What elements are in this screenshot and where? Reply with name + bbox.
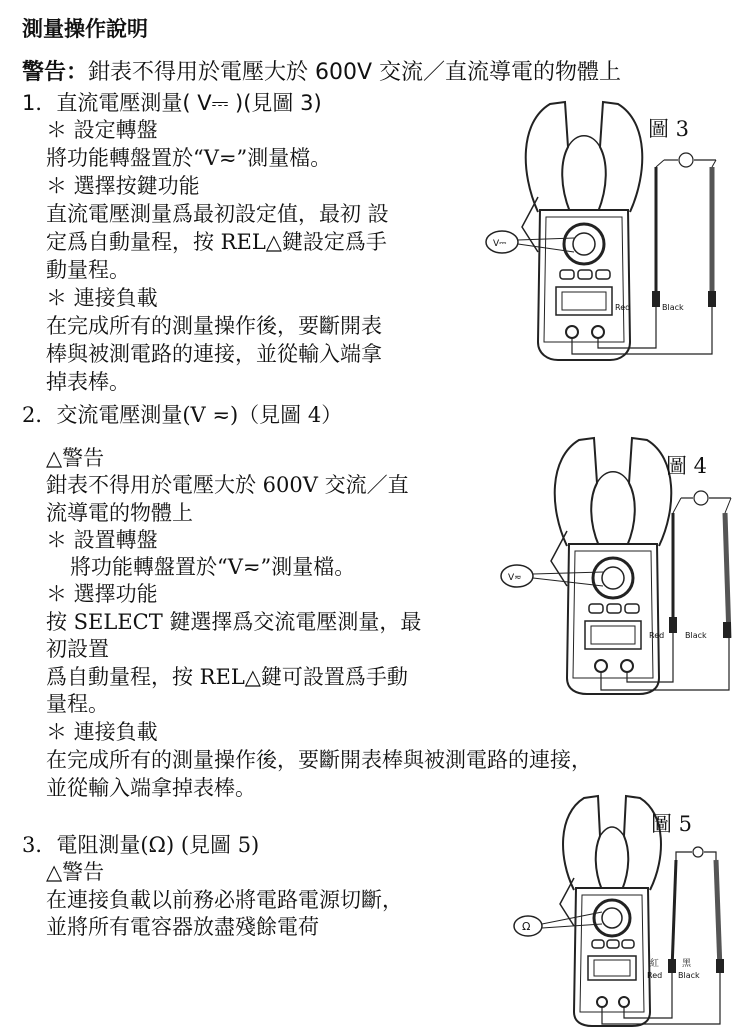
- s2-choose-line: 按 SELECT 鍵選擇爲交流電壓測量，最: [46, 610, 422, 634]
- s2-choose-line: 爲自動量程，按 REL△鍵可設置爲手動: [46, 665, 408, 689]
- s2-connect-line: 並從輸入端拿掉表棒。: [46, 776, 256, 800]
- s1-connect: ＊ 連接負載: [46, 286, 158, 310]
- figure-3-caption: 圖 3: [648, 117, 690, 141]
- s2-choose: ＊ 選擇功能: [46, 582, 158, 606]
- figure-5-red-cn-label: 紅: [650, 959, 660, 969]
- figure-4-caption: 圖 4: [666, 454, 708, 478]
- s1-choose-line: 定爲自動量程，按 REL△鍵設定爲手: [46, 230, 387, 254]
- s3-warning-line: 並將所有電容器放盡殘餘電荷: [46, 915, 319, 939]
- s2-set-dial-text: 將功能轉盤置於“V≂”測量檔。: [70, 555, 356, 579]
- s2-warning: △警告: [46, 446, 105, 470]
- s2-connect-line: 在完成所有的測量操作後，要斷開表棒與被測電路的連接，: [46, 748, 592, 772]
- figure-3-dial-label: V⎓: [493, 239, 507, 249]
- figure-3-red-label: Red: [615, 303, 631, 312]
- s2-choose-line: 初設置: [46, 637, 109, 661]
- figure-5-black-cn-label: 黑: [682, 959, 692, 969]
- figure-5-clamp-meter-diagram: [510, 790, 735, 1028]
- figure-5-red-label: Red: [647, 971, 663, 980]
- main-warning-text: 鉗表不得用於電壓大於 600V 交流／直流導電的物體上: [88, 60, 622, 85]
- figure-5-dial-label: Ω: [522, 920, 531, 933]
- s1-choose-line: 動量程。: [46, 258, 130, 282]
- s2-warning-line: 流導電的物體上: [46, 501, 193, 525]
- figure-4-black-label: Black: [685, 631, 707, 640]
- s3-heading: 3．電阻測量(Ω) (見圖 5): [22, 833, 260, 857]
- s1-connect-line: 在完成所有的測量操作後，要斷開表: [46, 314, 382, 338]
- s3-warning-line: 在連接負載以前務必將電路電源切斷，: [46, 888, 403, 912]
- figure-4-dial-label: V≂: [508, 573, 522, 583]
- s3-warning: △警告: [46, 860, 105, 884]
- s2-choose-line: 量程。: [46, 692, 109, 716]
- s1-heading: 1．直流電壓測量( V⎓ )(見圖 3): [22, 91, 322, 115]
- page-title: 測量操作說明: [22, 17, 148, 41]
- s1-choose: ＊ 選擇按鍵功能: [46, 174, 200, 198]
- main-warning: [22, 60, 621, 86]
- s1-choose-line: 直流電壓測量爲最初設定值，最初 設: [46, 202, 389, 226]
- s2-heading: 2．交流電壓測量(V ≂)（見圖 4）: [22, 403, 343, 427]
- s1-connect-line: 棒與被測電路的連接，並從輸入端拿: [46, 342, 382, 366]
- figure-5-black-label: Black: [678, 971, 700, 980]
- s1-set-dial: ＊ 設定轉盤: [46, 118, 158, 142]
- figure-5-caption: 圖 5: [651, 812, 693, 836]
- figure-3-clamp-meter-diagram: [480, 92, 730, 367]
- s2-set-dial: ＊ 設置轉盤: [46, 528, 158, 552]
- s1-set-dial-text: 將功能轉盤置於“V≂”測量檔。: [46, 146, 332, 170]
- figure-4-red-label: Red: [649, 631, 665, 640]
- s2-warning-line: 鉗表不得用於電壓大於 600V 交流／直: [46, 473, 409, 497]
- s2-connect: ＊ 連接負載: [46, 720, 158, 744]
- figure-3-black-label: Black: [662, 303, 684, 312]
- main-warning-label: 警告：: [22, 60, 89, 85]
- figure-4-clamp-meter-diagram: [495, 428, 745, 700]
- s1-connect-line: 掉表棒。: [46, 370, 130, 394]
